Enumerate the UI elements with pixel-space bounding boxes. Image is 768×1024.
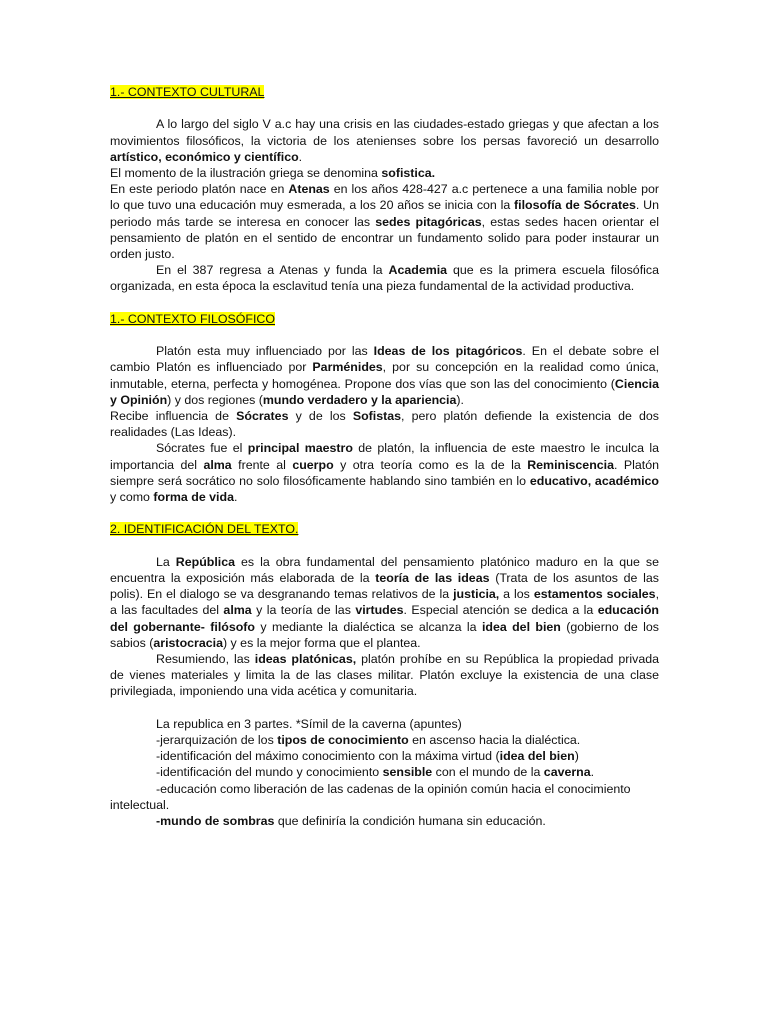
- text-run: frente al: [231, 457, 293, 472]
- paragraph: [110, 440, 659, 505]
- text-run: A lo largo del siglo V a.c hay una crisis en las ciudades-estado griegas y que afectan a los movimientos filosóficos, la victoria de los atenienses sobre los persas favoreció un desarrollo: [110, 117, 659, 148]
- bold-text: alma: [203, 457, 232, 472]
- text-run: ) y dos regiones (: [167, 392, 263, 407]
- bold-text: Sócrates: [236, 408, 289, 423]
- bold-text: caverna: [543, 765, 591, 780]
- bold-text: Academia: [388, 263, 448, 278]
- section-contexto-filosofico: [110, 311, 659, 522]
- text-run: . Especial atención se dedica a la: [403, 603, 598, 618]
- text-run: .: [298, 149, 303, 164]
- paragraph: [110, 764, 659, 780]
- text-run: (Trata de los asuntos de las polis). En el dialogo se va desgranando temas relativos de la: [110, 570, 659, 602]
- text-run: .: [233, 490, 238, 504]
- text-run: con el mundo de la: [432, 765, 544, 780]
- bold-text: -mundo de sombras: [156, 814, 275, 828]
- bold-text: Ideas de los pitagóricos: [373, 344, 523, 359]
- paragraph: [110, 554, 659, 651]
- text-run: que es la primera escuela filosófica organizada, en esta época la esclavitud tenía una pieza fundamental de la actividad productiva.: [110, 263, 659, 294]
- text-run: . Un periodo más tarde se interesa en conocer las: [110, 198, 659, 229]
- bold-text: teoría de las ideas: [375, 570, 490, 585]
- paragraph: [110, 343, 659, 408]
- section-body: [110, 343, 659, 505]
- text-run: ).: [456, 392, 464, 407]
- text-run: -educación como liberación de las cadenas de la opinión común hacia el conocimiento intelectual.: [110, 781, 631, 812]
- text-run: y mediante la dialéctica se alcanza la: [255, 619, 482, 634]
- bold-text: principal maestro: [247, 441, 353, 456]
- paragraph: [110, 813, 659, 829]
- text-run: que definiría la condición humana sin educación.: [274, 814, 546, 828]
- paragraph: [110, 165, 659, 181]
- section-body: [110, 116, 659, 294]
- bold-text: mundo verdadero y la apariencia: [262, 392, 457, 407]
- section-heading: 1.- CONTEXTO CULTURAL: [110, 85, 265, 99]
- bold-text: justicia,: [453, 587, 500, 602]
- text-run: ): [574, 749, 579, 764]
- text-run: En este periodo platón nace en: [110, 182, 289, 197]
- text-run: , por su concepción en la realidad como única, inmutable, eterna, perfecta y homogénea. Propone dos vías que son las del conocimiento (: [110, 360, 659, 391]
- bold-text: tipos de conocimiento: [277, 732, 409, 747]
- bold-text: educación del gobernante- filósofo: [110, 603, 659, 634]
- text-run: , estas sedes hacen orientar el pensamiento de platón en el sentido de encontrar un fundamento solido para poder instaurar un orden justo.: [110, 214, 659, 261]
- bold-text: virtudes: [355, 603, 404, 618]
- text-run: La republica en 3 partes. *Símil de la caverna (apuntes): [156, 716, 462, 731]
- text-run: -identificación del máximo conocimiento con la máxima virtud (: [156, 749, 500, 764]
- text-run: . Platón siempre será socrático no solo filosóficamente hablando sino también en lo: [110, 457, 660, 488]
- bold-text: educativo, académico: [529, 473, 659, 488]
- bold-text: idea del bien: [481, 619, 561, 634]
- bold-text: aristocracia: [153, 635, 223, 650]
- paragraph: [110, 781, 659, 813]
- text-run: Resumiendo, las: [156, 651, 255, 666]
- bold-text: República: [175, 554, 235, 569]
- section-body: [110, 554, 659, 700]
- text-run: .: [590, 765, 595, 780]
- text-run: El momento de la ilustración griega se denomina: [110, 165, 382, 180]
- text-run: ) y es la mejor forma que el plantea.: [222, 635, 421, 650]
- text-run: En el 387 regresa a Atenas y funda la: [156, 263, 389, 278]
- paragraph: [110, 116, 659, 165]
- bold-text: sofistica.: [381, 165, 436, 180]
- section-heading: 2. IDENTIFICACIÓN DEL TEXTO.: [110, 522, 299, 537]
- document-page: [110, 84, 659, 829]
- text-run: La: [156, 554, 176, 569]
- bold-text: artístico, económico y científico: [110, 149, 299, 164]
- bold-text: Sofistas: [352, 408, 402, 423]
- bold-text: cuerpo: [292, 457, 334, 472]
- text-run: a los: [499, 587, 534, 602]
- paragraph: [110, 408, 659, 440]
- section-heading: 1.- CONTEXTO FILOSÓFICO: [110, 311, 275, 326]
- text-run: y otra teoría como es la de la: [333, 457, 528, 472]
- text-run: es la obra fundamental del pensamiento platónico maduro en la que se encuentra la exposición más elaborada de la: [110, 554, 659, 585]
- bold-text: forma de vida: [153, 490, 234, 504]
- text-run: , a las facultades del: [110, 587, 660, 618]
- bold-text: sensible: [382, 765, 433, 780]
- text-run: y de los: [288, 408, 353, 423]
- caverna-list: [110, 716, 659, 829]
- paragraph: [110, 716, 659, 732]
- paragraph: [110, 732, 659, 748]
- text-run: y la teoría de las: [251, 603, 356, 618]
- paragraph: [110, 181, 659, 262]
- bold-text: Ciencia y Opinión: [110, 376, 659, 407]
- text-run: en los años 428-427 a.c pertenece a una familia noble por lo que tuvo una educación muy esmerada, a los 20 años se inicia con la: [110, 182, 659, 213]
- bold-text: idea del bien: [499, 749, 575, 764]
- text-run: de platón, la influencia de este maestro le inculca la importancia del: [110, 441, 659, 472]
- bold-text: filosofía de Sócrates: [514, 198, 636, 213]
- text-run: , pero platón defiende la existencia de dos realidades (Las Ideas).: [110, 408, 660, 440]
- text-run: -jerarquización de los: [156, 732, 278, 747]
- text-run: . En el debate sobre el cambio Platón es influenciado por: [110, 344, 660, 375]
- bold-text: Atenas: [288, 182, 330, 197]
- bold-text: Parménides: [312, 360, 383, 375]
- section-identificacion-texto: [110, 521, 659, 715]
- bold-text: estamentos sociales: [533, 587, 656, 602]
- text-run: en ascenso hacia la dialéctica.: [408, 732, 581, 747]
- text-run: Platón esta muy influenciado por las: [156, 344, 374, 359]
- text-run: (gobierno de los sabios (: [110, 619, 659, 650]
- text-run: y como: [110, 490, 154, 504]
- text-run: platón prohíbe en su República la propiedad privada de vienes materiales y limita la de las clases militar. Platón excluye la existencia de una clase privilegiada, imponiendo una vida acética y comunitaria.: [110, 651, 659, 699]
- text-run: Sócrates fue el: [156, 441, 248, 456]
- bold-text: Reminiscencia: [527, 457, 614, 472]
- bold-text: sedes pitagóricas: [375, 214, 482, 229]
- paragraph: [110, 651, 659, 700]
- section-contexto-cultural: [110, 84, 659, 311]
- text-run: Recibe influencia de: [110, 408, 237, 423]
- paragraph: [110, 748, 659, 764]
- bold-text: ideas platónicas,: [254, 651, 357, 666]
- paragraph: [110, 262, 659, 294]
- bold-text: alma: [223, 603, 252, 618]
- text-run: -identificación del mundo y conocimiento: [156, 765, 383, 780]
